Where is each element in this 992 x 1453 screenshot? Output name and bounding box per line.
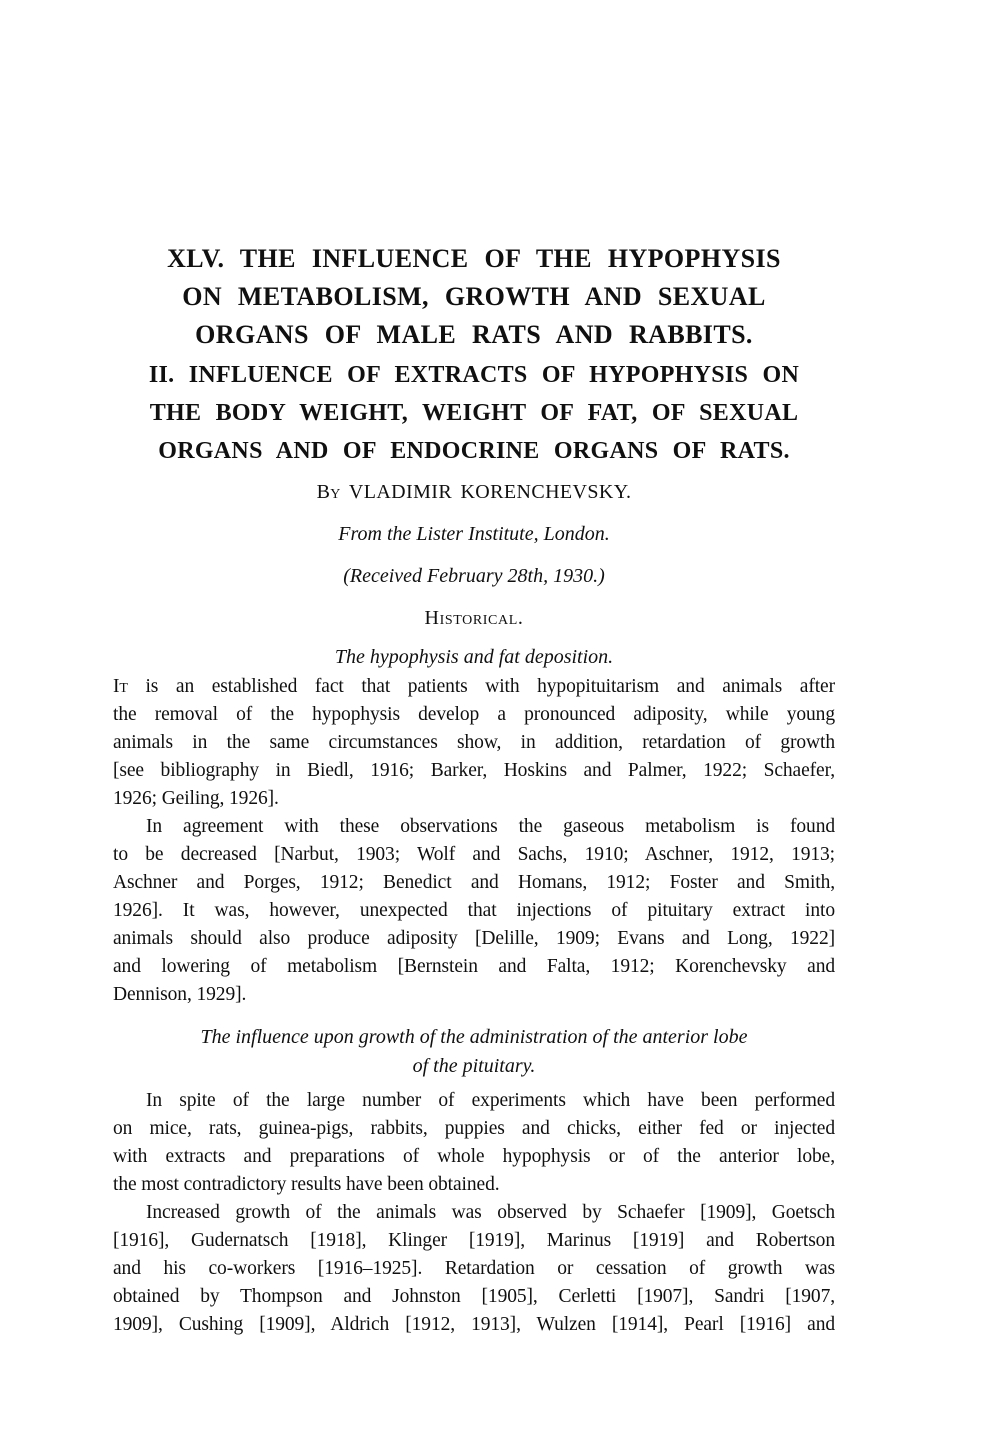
paragraph-line: and lowering of metabolism [Bernstein and Falta, 1912; Korenchevsky and [113,956,835,977]
paragraph-line: 1909], Cushing [1909], Aldrich [1912, 1913], Wulzen [1914], Pearl [1916] and [113,1314,835,1335]
paragraph-line: the removal of the hypophysis develop a pronounced adiposity, while young [113,704,835,725]
paragraph-line: to be decreased [Narbut, 1903; Wolf and Sachs, 1910; Aschner, 1912, 1913; [113,844,835,865]
byline-by: By [316,481,341,503]
article-subtitle [113,356,835,470]
paragraph-1 [113,673,835,813]
paragraph-line [113,673,835,701]
subheading-fat-deposition: The hypophysis and fat deposition. [334,646,614,668]
paragraph-2 [113,813,835,1009]
paragraph-line: Increased growth of the animals was observed by Schaefer [1909], Goetsch [146,1202,835,1223]
paragraph-line: In agreement with these observations the gaseous metabolism is found [146,816,835,837]
paragraph-line: and his co-workers [1916–1925]. Retardation or cessation of growth was [113,1258,835,1279]
lead-word: It [113,676,128,697]
byline-author: VLADIMIR KORENCHEVSKY. [348,481,632,503]
paragraph-line: 1926]. It was, however, unexpected that injections of pituitary extract into [113,900,835,921]
title-line: ON METABOLISM, GROWTH AND SEXUAL [182,282,766,311]
received-note: (Received February 28th, 1930.) [343,565,605,587]
crosshead-line: of the pituitary. [412,1055,536,1077]
paragraph-3 [113,1087,835,1199]
paragraph-line: Aschner and Porges, 1912; Benedict and Homans, 1912; Foster and Smith, [113,872,835,893]
paragraph-line: In spite of the large number of experiments which have been performed [146,1090,835,1111]
text-column [113,240,835,1339]
paragraph-line-text: is an established fact that patients with hypopituitarism and animals after [127,676,835,697]
crosshead-line: The influence upon growth of the administration of the anterior lobe [200,1026,748,1048]
title-line: ORGANS OF MALE RATS AND RABBITS. [195,320,753,349]
paragraph-line: obtained by Thompson and Johnston [1905], Cerletti [1907], Sandri [1907, [113,1286,835,1307]
paragraph-line: with extracts and preparations of whole hypophysis or of the anterior lobe, [113,1146,835,1167]
title-line: XLV. THE INFLUENCE OF THE HYPOPHYSIS [167,244,781,273]
paragraph-line: the most contradictory results have been obtained. [113,1174,500,1195]
subtitle-line: THE BODY WEIGHT, WEIGHT OF FAT, OF SEXUAL [149,400,799,426]
article-title [113,240,835,354]
paragraph-line: [see bibliography in Biedl, 1916; Barker, Hoskins and Palmer, 1922; Schaefer, [113,760,835,781]
subtitle-line: II. INFLUENCE OF EXTRACTS OF HYPOPHYSIS ON [148,362,800,388]
byline [113,478,835,506]
paragraph-4 [113,1199,835,1339]
subtitle-line: ORGANS AND OF ENDOCRINE ORGANS OF RATS. [158,438,790,464]
affiliation: From the Lister Institute, London. [338,523,610,545]
section-heading-historical: Historical. [424,607,524,629]
paragraph-line: animals should also produce adiposity [Delille, 1909; Evans and Long, 1922] [113,928,835,949]
paragraph-line: Dennison, 1929]. [113,984,247,1005]
crosshead-growth-influence [113,1023,835,1081]
paragraph-line: 1926; Geiling, 1926]. [113,788,279,809]
paragraph-line: [1916], Gudernatsch [1918], Klinger [1919], Marinus [1919] and Robertson [113,1230,835,1251]
paragraph-line: on mice, rats, guinea-pigs, rabbits, puppies and chicks, either fed or injected [113,1118,835,1139]
paragraph-line: animals in the same circumstances show, in addition, retardation of growth [113,732,835,753]
